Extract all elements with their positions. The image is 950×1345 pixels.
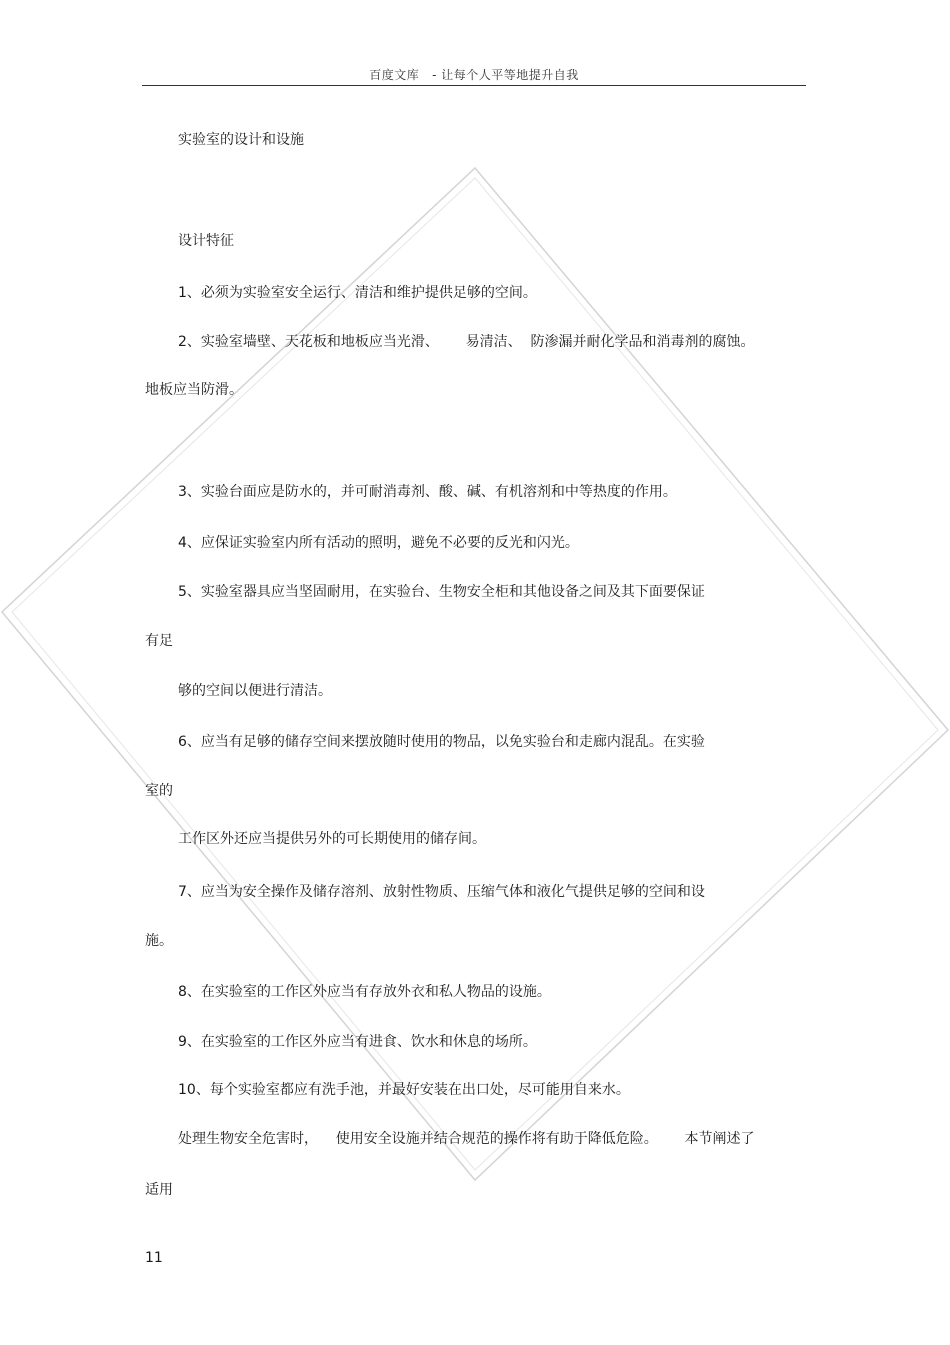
paragraph-line: 4、应保证实验室内所有活动的照明，避免不必要的反光和闪光。 <box>178 535 579 551</box>
paragraph-line: 8、在实验室的工作区外应当有存放外衣和私人物品的设施。 <box>178 984 551 1000</box>
paragraph-line: 工作区外还应当提供另外的可长期使用的储存间。 <box>178 831 486 847</box>
paragraph-line: 适用 <box>145 1182 173 1198</box>
section-heading: 设计特征 <box>178 233 234 249</box>
paragraph-line: 9、在实验室的工作区外应当有进食、饮水和休息的场所。 <box>178 1034 537 1050</box>
paragraph-line: 有足 <box>145 633 173 649</box>
paragraph-line: 3、实验台面应是防水的，并可耐消毒剂、酸、碱、有机溶剂和中等热度的作用。 <box>178 484 677 500</box>
paragraph-line: 施。 <box>145 933 173 949</box>
paragraph-line: 5、实验室器具应当坚固耐用，在实验台、生物安全柜和其他设备之间及其下面要保证 <box>178 584 705 600</box>
paragraph-line: 1、必须为实验室安全运行、清洁和维护提供足够的空间。 <box>178 285 537 301</box>
paragraph-line: 地板应当防滑。 <box>145 382 243 398</box>
paragraph-line: 处理生物安全危害时， 使用安全设施并结合规范的操作将有助于降低危险。 本节阐述了 <box>178 1131 755 1147</box>
page-header-title: 百度文库 - 让每个人平等地提升自我 <box>369 68 579 82</box>
paragraph-line: 6、应当有足够的储存空间来摆放随时使用的物品，以免实验台和走廊内混乱。在实验 <box>178 734 705 750</box>
paragraph-line: 够的空间以便进行清洁。 <box>178 683 332 699</box>
paragraph-line: 2、实验室墙壁、天花板和地板应当光滑、 易清洁、 防渗漏并耐化学品和消毒剂的腐蚀。 <box>178 334 755 350</box>
document-title: 实验室的设计和设施 <box>178 132 304 148</box>
header-divider <box>142 85 806 86</box>
paragraph-line: 室的 <box>145 783 173 799</box>
paragraph-line: 10、每个实验室都应有洗手池，并最好安装在出口处，尽可能用自来水。 <box>178 1082 630 1098</box>
paragraph-line: 7、应当为安全操作及储存溶剂、放射性物质、压缩气体和液化气提供足够的空间和设 <box>178 884 705 900</box>
page-number: 11 <box>145 1250 163 1266</box>
